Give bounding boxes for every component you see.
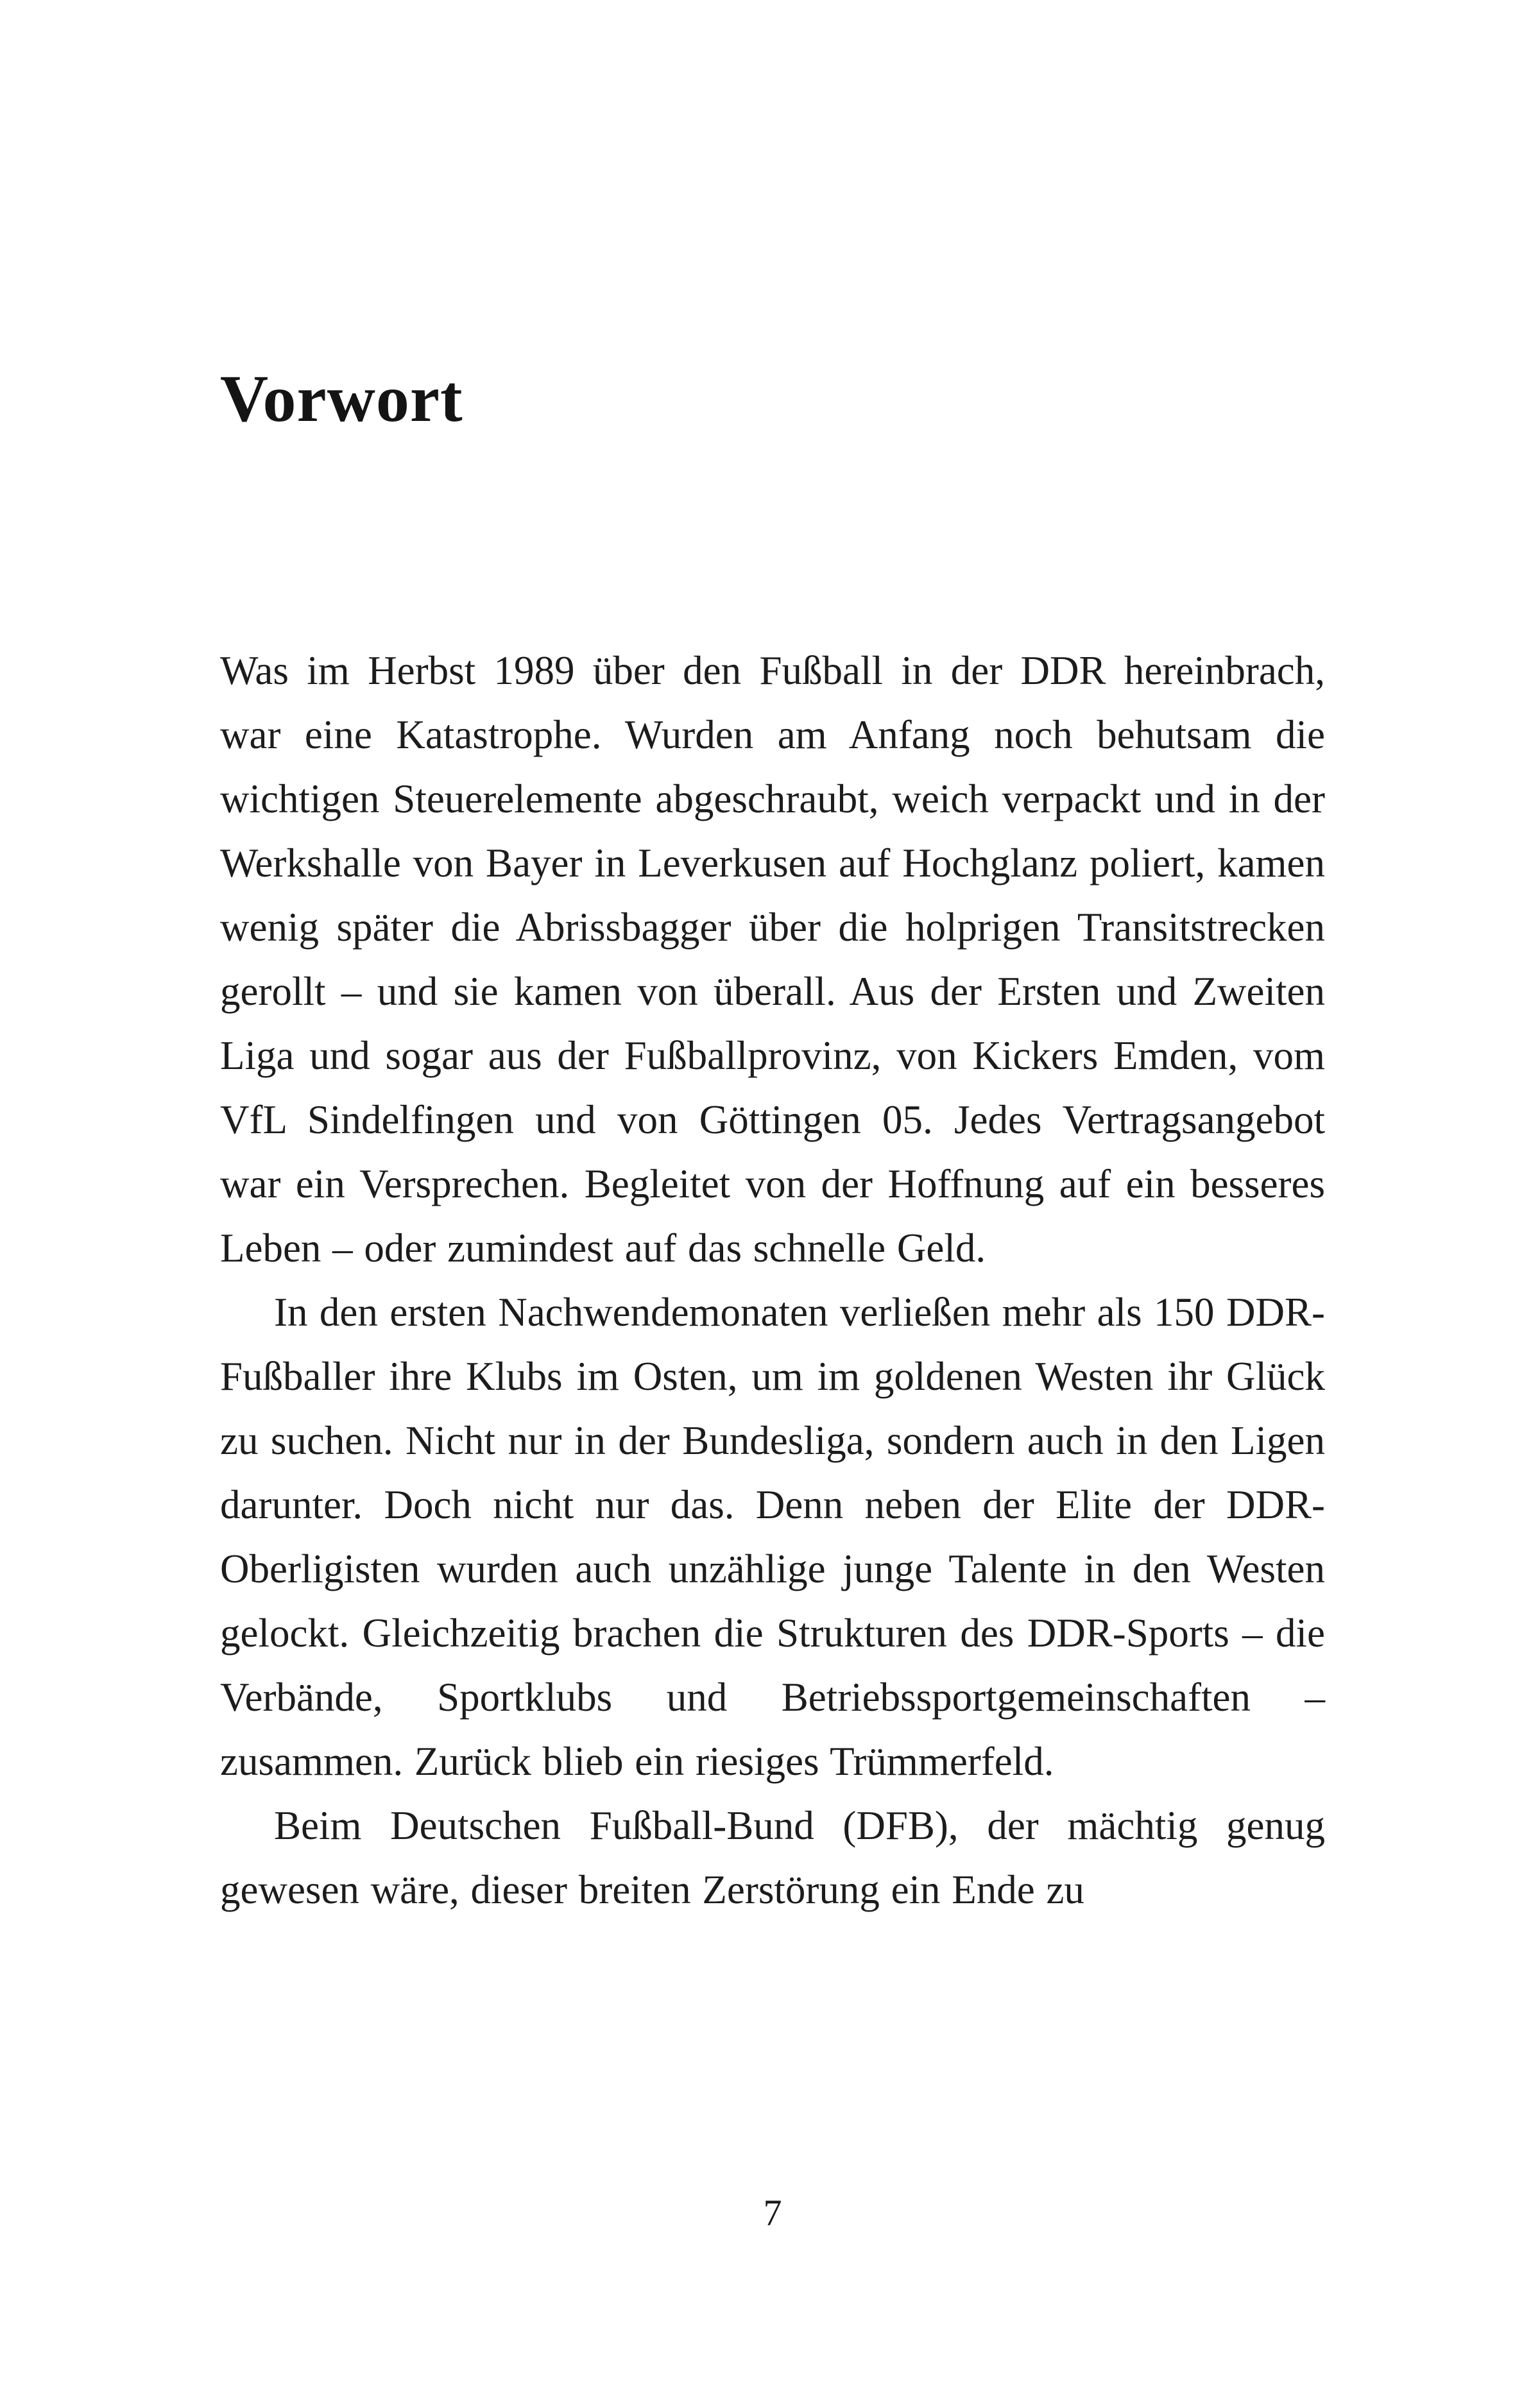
chapter-title: Vorwort [220,361,463,436]
body-text [220,638,1325,1922]
paragraph-1: Was im Herbst 1989 über den Fußball in der DDR hereinbrach, war eine Katastrophe. Wurden am Anfang noch behutsam die wichtigen Steuerelemente abgeschraubt, weich verpackt und in der Werkshalle von Bayer in Leverkusen auf Hochglanz poliert, kamen wenig später die Abrissbagger über die holprigen Transitstrecken gerollt – und sie kamen von überall. Aus der Ersten und Zweiten Liga und sogar aus der Fußballprovinz, von Kickers Emden, vom VfL Sindelfingen und von Göttingen 05. Jedes Vertragsangebot war ein Versprechen. Begleitet von der Hoffnung auf ein besseres Leben – oder zumindest auf das schnelle Geld. [220,648,1325,1271]
paragraph-2: In den ersten Nachwendemonaten verließen mehr als 150 DDR-Fußballer ihre Klubs im Osten, um im goldenen Westen ihr Glück zu suchen. Nicht nur in der Bundesliga, sondern auch in den Ligen darunter. Doch nicht nur das. Denn neben der Elite der DDR-Oberligisten wurden auch unzählige junge Talente in den Westen gelockt. Gleichzeitig brachen die Strukturen des DDR-Sports – die Verbände, Sportklubs und Betriebssportgemeinschaften – zusammen. Zurück blieb ein riesiges Trümmerfeld. [220,1290,1325,1784]
page-number: 7 [763,2192,782,2234]
paragraph-3: Beim Deutschen Fußball-Bund (DFB), der mächtig genug gewesen wäre, dieser breiten Zerstörung ein Ende zu [220,1803,1325,1912]
